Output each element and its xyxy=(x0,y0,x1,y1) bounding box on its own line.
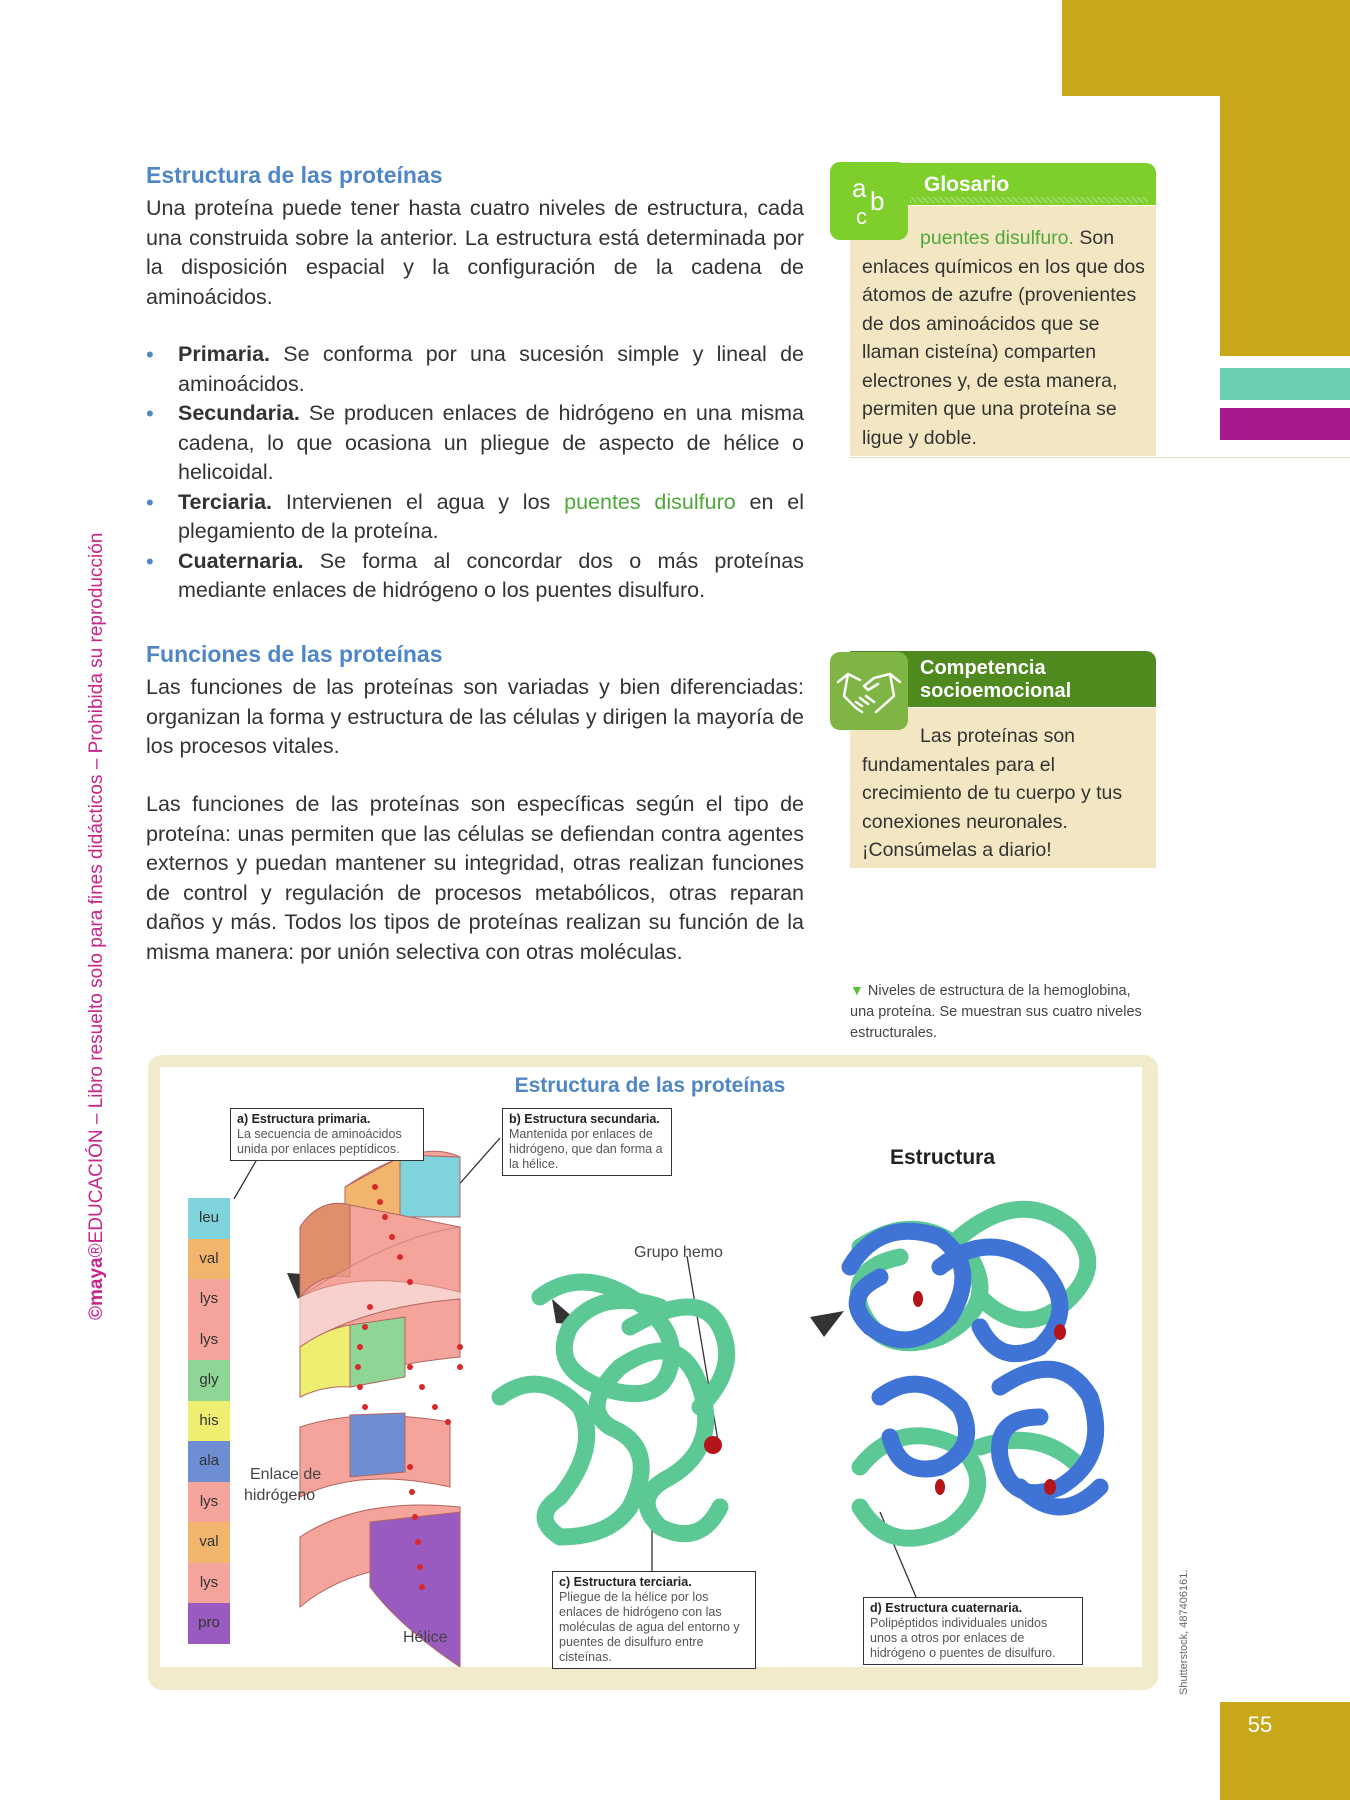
figure-subtitle-right: Estructura xyxy=(890,1146,996,1169)
competencia-text-block xyxy=(862,722,1152,865)
amino-acid-cell: his xyxy=(188,1401,230,1442)
arrow-3 xyxy=(810,1311,844,1337)
heme-group xyxy=(704,1436,722,1454)
decorative-bar-right xyxy=(1220,96,1350,356)
list-item xyxy=(146,399,804,488)
list-item xyxy=(146,488,804,547)
svg-text:c: c xyxy=(856,204,867,229)
amino-acid-cell: lys xyxy=(188,1320,230,1361)
amino-acid-cell: lys xyxy=(188,1563,230,1604)
callout-tertiary xyxy=(552,1571,756,1669)
tertiary-structure xyxy=(500,1282,727,1537)
functions-text-2: Las funciones de las proteínas son específicas según el tipo de proteína: unas permiten que las células se defiendan contra agentes externos y puedan mantener su integridad, otras realizan funciones de control y regulación de procesos metabólicos, otras reparan daños y más. Todos los tipos de proteínas realizan su función de la misma manera: por unión selectiva con otras moléculas. xyxy=(146,792,804,964)
amino-acid-cell: ala xyxy=(188,1441,230,1482)
label-enlace-1: Enlace de xyxy=(250,1466,322,1483)
callout-d-title: d) Estructura cuaternaria. xyxy=(870,1601,1023,1615)
copyright-vertical xyxy=(86,533,108,1320)
structure-levels-list xyxy=(146,340,804,606)
section-title-structure: Estructura de las proteínas xyxy=(146,162,443,188)
label-grupo-hemo: Grupo hemo xyxy=(634,1244,723,1261)
level-term: Terciaria. xyxy=(178,489,273,514)
header-hatch xyxy=(910,197,1148,203)
competencia-heading-1: Competencia xyxy=(920,657,1046,679)
caption-triangle-icon: ▼ xyxy=(850,982,864,998)
level-term: Primaria. xyxy=(178,342,271,366)
svg-text:b: b xyxy=(870,186,885,216)
amino-acid-cell: pro xyxy=(188,1603,230,1644)
image-credit: Shutterstock, 487406161. xyxy=(1178,1569,1190,1695)
glossary-link-puentes-disulfuro[interactable]: puentes disulfuro xyxy=(564,489,736,514)
functions-text-1: Las funciones de las proteínas son variadas y bien diferenciadas: organizan la forma y estructura de las células y dirigen la mayoría de los procesos vitales. xyxy=(146,675,804,758)
label-enlace-2: hidrógeno xyxy=(244,1487,316,1504)
competencia-heading-2: socioemocional xyxy=(920,680,1072,702)
level-term: Secundaria. xyxy=(178,401,300,425)
callout-quaternary xyxy=(863,1597,1083,1665)
glossary-definition: Son enlaces químicos en los que dos átomos de azufre (provenientes de dos aminoácidos que se llaman cisteína) comparten electrones y, de esta manera, permiten que una proteína se ligue y doble. xyxy=(862,227,1145,449)
callout-a-title: a) Estructura primaria. xyxy=(237,1112,371,1126)
figure-caption-text: Niveles de estructura de la hemoglobina, una proteína. Se muestran sus cuatro niveles estructurales. xyxy=(850,983,1142,1041)
copyright-text: ®EDUCACIÓN – Libro resuelto solo para fines didácticos – Prohibida su reproducción xyxy=(86,532,107,1258)
glossary-entry xyxy=(862,224,1152,452)
label-helice: Hélice xyxy=(403,1629,448,1646)
divider xyxy=(850,457,1350,458)
amino-acid-cell: val xyxy=(188,1522,230,1563)
level-text: Se forma al concordar dos o más proteínas mediante enlaces de hidrógeno o los puentes disulfuro. xyxy=(178,548,804,602)
callout-a-text: La secuencia de aminoácidos unida por enlaces peptídicos. xyxy=(237,1127,402,1156)
amino-acid-cell: gly xyxy=(188,1360,230,1401)
callout-c-text: Pliegue de la hélice por los enlaces de hidrógeno con las moléculas de agua del entorno y puentes de disulfuro entre cisteínas. xyxy=(559,1590,740,1664)
decorative-bar-teal xyxy=(1220,368,1350,400)
callout-secondary xyxy=(502,1108,672,1176)
svg-text:a: a xyxy=(852,173,867,203)
level-text: en el plegamiento de la proteína. xyxy=(178,489,804,543)
decorative-bar-top xyxy=(1062,0,1350,96)
amino-acid-cell: lys xyxy=(188,1279,230,1320)
amino-acid-cell: leu xyxy=(188,1198,230,1239)
section-title-functions: Funciones de las proteínas xyxy=(146,641,443,667)
amino-acid-cell: val xyxy=(188,1239,230,1280)
page-number: 55 xyxy=(1247,1712,1273,1737)
glossary-term: puentes disulfuro. xyxy=(920,227,1074,249)
functions-paragraph-1 xyxy=(146,673,804,762)
quaternary-structure xyxy=(850,1209,1100,1538)
callout-primary xyxy=(230,1108,424,1161)
decorative-bar-magenta xyxy=(1220,408,1350,440)
list-item xyxy=(146,547,804,606)
callout-c-title: c) Estructura terciaria. xyxy=(559,1575,692,1589)
glossary-heading: Glosario xyxy=(924,173,1010,196)
callout-b-text: Mantenida por enlaces de hidrógeno, que dan forma a la hélice. xyxy=(509,1127,663,1171)
callout-d-text: Polipéptidos individuales unidos unos a otros por enlaces de hidrógeno o puentes de disulfuro. xyxy=(870,1616,1056,1660)
level-term: Cuaternaria. xyxy=(178,548,304,573)
functions-paragraph-2 xyxy=(146,790,804,967)
figure-title: Estructura de las proteínas xyxy=(514,1074,786,1097)
intro-text: Una proteína puede tener hasta cuatro niveles de estructura, cada una construida sobre la anterior. La estructura está determinada por la disposición espacial y la configuración de la cadena de aminoácidos. xyxy=(146,196,804,309)
intro-paragraph xyxy=(146,194,804,312)
amino-acid-cell: lys xyxy=(188,1482,230,1523)
handshake-icon xyxy=(830,652,908,730)
level-text: Se conforma por una sucesión simple y lineal de aminoácidos. xyxy=(178,342,804,396)
level-text: Se producen enlaces de hidrógeno en una misma cadena, lo que ocasiona un pliegue de aspecto de hélice o helicoidal. xyxy=(178,401,804,484)
figure-caption xyxy=(850,980,1158,1044)
competencia-text: Las proteínas son fundamentales para el crecimiento de tu cuerpo y tus conexiones neuronales. ¡Consúmelas a diario! xyxy=(862,725,1123,861)
level-text: Intervienen el agua y los xyxy=(272,489,565,514)
brand-logo-text: ©maya xyxy=(86,1257,107,1320)
list-item xyxy=(146,340,804,399)
callout-b-title: b) Estructura secundaria. xyxy=(509,1112,660,1126)
